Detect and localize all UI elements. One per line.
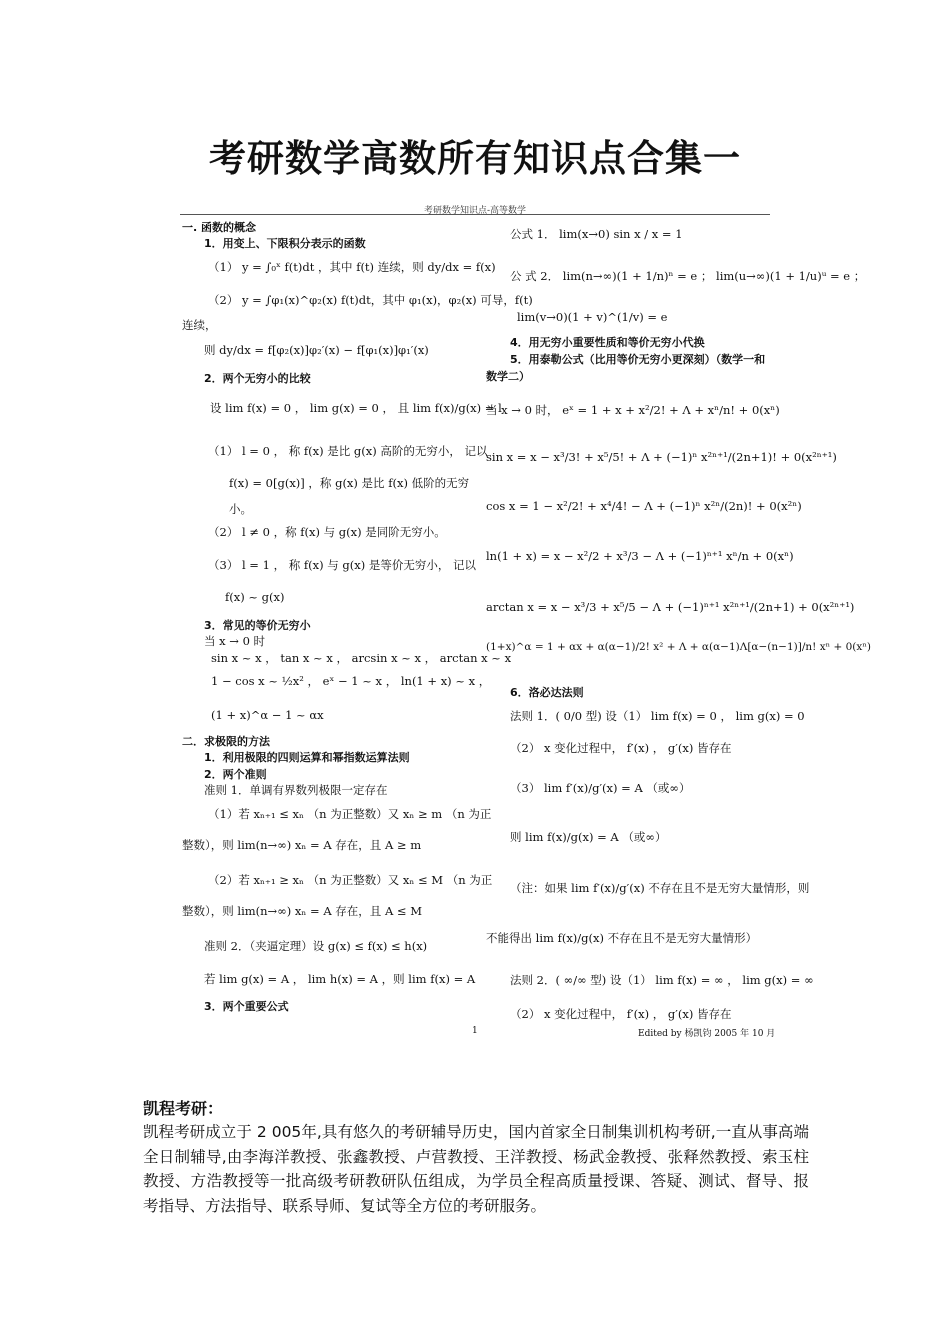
formula: 法则 2．( ∞/∞ 型) 设（1） lim f(x) = ∞ ， lim g(x) = ∞ [510, 973, 814, 987]
subsection-heading: 数学二） [486, 370, 530, 383]
formula: 不能得出 lim f(x)/g(x) 不存在且不是无穷大量情形） [486, 931, 758, 945]
formula: （2）若 xₙ₊₁ ≥ xₙ （n 为正整数）又 xₙ ≤ M （n 为正 [208, 873, 493, 887]
subsection-heading: 1．用变上、下限积分表示的函数 [204, 237, 366, 250]
formula: 整数），则 lim(n→∞) xₙ = A 存在，且 A ≥ m [182, 838, 422, 852]
about-paragraph: 凯程考研成立于 2 005年,具有悠久的考研辅导历史，国内首家全日制集训机构考研,一直从事高端全日制辅导,由李海洋教授、张鑫教授、卢营教授、王洋教授、杨武金教授、张释然教授、索玉柱教授、方浩教授等一批高级考研教研队伍组成，为学员全程高质量授课、答疑、测试、督导、报考指导、方法指导、联系导师、复试等全方位的考研服务。 [143, 1123, 809, 1215]
formula: arctan x = x − x³/3 + x⁵/5 − Λ + (−1)ⁿ⁺¹ x²ⁿ⁺¹/(2n+1) + 0(x²ⁿ⁺¹) [486, 600, 855, 614]
formula: sin x = x − x³/3! + x⁵/5! + Λ + (−1)ⁿ x²ⁿ⁺¹/(2n+1)! + 0(x²ⁿ⁺¹) [486, 450, 837, 464]
formula: （2） x 变化过程中， f′(x) ， g′(x) 皆存在 [510, 741, 732, 755]
formula: f(x) = 0[g(x)] ，称 g(x) 是比 f(x) 低阶的无穷 [229, 476, 470, 490]
section-heading: 一. 函数的概念 [182, 221, 257, 234]
formula: sin x ~ x ， tan x ~ x ， arcsin x ~ x ， arctan x ~ x [211, 651, 512, 665]
formula: （注：如果 lim f′(x)/g′(x) 不存在且不是无穷大量情形，则 [510, 881, 810, 895]
page-number: 1 [472, 1026, 478, 1036]
formula: 公 式 2． lim(n→∞)(1 + 1/n)ⁿ = e ； lim(u→∞)(1 + 1/u)ᵘ = e ； [510, 269, 866, 283]
about-heading: 凯程考研： [143, 1099, 224, 1118]
formula: (1+x)^α = 1 + αx + α(α−1)/2! x² + Λ + α(α−1)Λ[α−(n−1)]/n! xⁿ + 0(xⁿ) [486, 641, 871, 653]
edited-by: Edited by 杨凯钧 2005 年 10 月 [638, 1029, 776, 1039]
formula: （2） x 变化过程中， f′(x) ， g′(x) 皆存在 [510, 1007, 732, 1021]
text-line: 连续， [182, 318, 217, 332]
subsection-heading: 4．用无穷小重要性质和等价无穷小代换 [510, 336, 705, 349]
formula: f(x) ~ g(x) [225, 590, 285, 604]
formula: 准则 2．（夹逼定理）设 g(x) ≤ f(x) ≤ h(x) [204, 939, 428, 953]
subsection-heading: 3．常见的等价无穷小 [204, 619, 311, 632]
page-title: 考研数学高数所有知识点合集一 [209, 137, 741, 180]
formula: 公式 1． lim(x→0) sin x / x = 1 [510, 227, 683, 241]
formula: 设 lim f(x) = 0 ， lim g(x) = 0 ， 且 lim f(x)/g(x) = l [210, 401, 502, 415]
formula: 则 lim f(x)/g(x) = A （或∞） [510, 830, 667, 844]
text-line: 小。 [229, 502, 252, 516]
text-line: 准则 1．单调有界数列极限一定存在 [204, 783, 388, 797]
subsection-heading: 1．利用极限的四则运算和幂指数运算法则 [204, 751, 410, 764]
subsection-heading: 3．两个重要公式 [204, 1000, 289, 1013]
formula: 1 − cos x ~ ½x² ， eˣ − 1 ~ x ， ln(1 + x) ~ x ， [211, 674, 491, 688]
formula: 当 x → 0 时， eˣ = 1 + x + x²/2! + Λ + xⁿ/n! + 0(xⁿ) [486, 403, 780, 417]
formula: （1） l = 0 ， 称 f(x) 是比 g(x) 高阶的无穷小， 记以 [208, 444, 488, 458]
formula: ln(1 + x) = x − x²/2 + x³/3 − Λ + (−1)ⁿ⁺¹ xⁿ/n + 0(xⁿ) [486, 549, 794, 563]
formula: lim(v→0)(1 + v)^(1/v) = e [517, 310, 668, 324]
formula: （1） y = ∫₀ˣ f(t)dt ，其中 f(t) 连续，则 dy/dx = f(x) [208, 260, 496, 274]
formula: （3） lim f′(x)/g′(x) = A （或∞） [510, 781, 691, 795]
section-heading: 二．求极限的方法 [182, 735, 270, 748]
formula: （2） y = ∫φ₁(x)^φ₂(x) f(t)dt，其中 φ₁(x)，φ₂(x) 可导，f(t) [208, 293, 533, 307]
subsection-heading: 6．洛必达法则 [510, 686, 584, 699]
formula: （1）若 xₙ₊₁ ≤ xₙ （n 为正整数）又 xₙ ≥ m （n 为正 [208, 807, 492, 821]
formula: 法则 1．( 0/0 型) 设（1） lim f(x) = 0 ， lim g(x) = 0 [510, 709, 805, 723]
text-line: 当 x → 0 时 [204, 634, 266, 648]
subsection-heading: 5．用泰勒公式（比用等价无穷小更深刻）（数学一和 [510, 353, 766, 366]
header-rule [180, 214, 770, 215]
formula: (1 + x)^α − 1 ~ αx [211, 708, 324, 722]
formula: 若 lim g(x) = A ， lim h(x) = A ，则 lim f(x) = A [204, 972, 476, 986]
formula: （2） l ≠ 0 ，称 f(x) 与 g(x) 是同阶无穷小。 [208, 525, 446, 539]
running-header: 考研数学知识点-高等数学 [423, 206, 527, 216]
formula: cos x = 1 − x²/2! + x⁴/4! − Λ + (−1)ⁿ x²ⁿ/(2n)! + 0(x²ⁿ) [486, 499, 802, 513]
formula: （3） l = 1 ， 称 f(x) 与 g(x) 是等价无穷小， 记以 [208, 558, 477, 572]
subsection-heading: 2．两个无穷小的比较 [204, 372, 311, 385]
subsection-heading: 2．两个准则 [204, 768, 267, 781]
formula: 则 dy/dx = f[φ₂(x)]φ₂′(x) − f[φ₁(x)]φ₁′(x) [204, 343, 429, 357]
formula: 整数），则 lim(n→∞) xₙ = A 存在，且 A ≤ M [182, 904, 422, 918]
